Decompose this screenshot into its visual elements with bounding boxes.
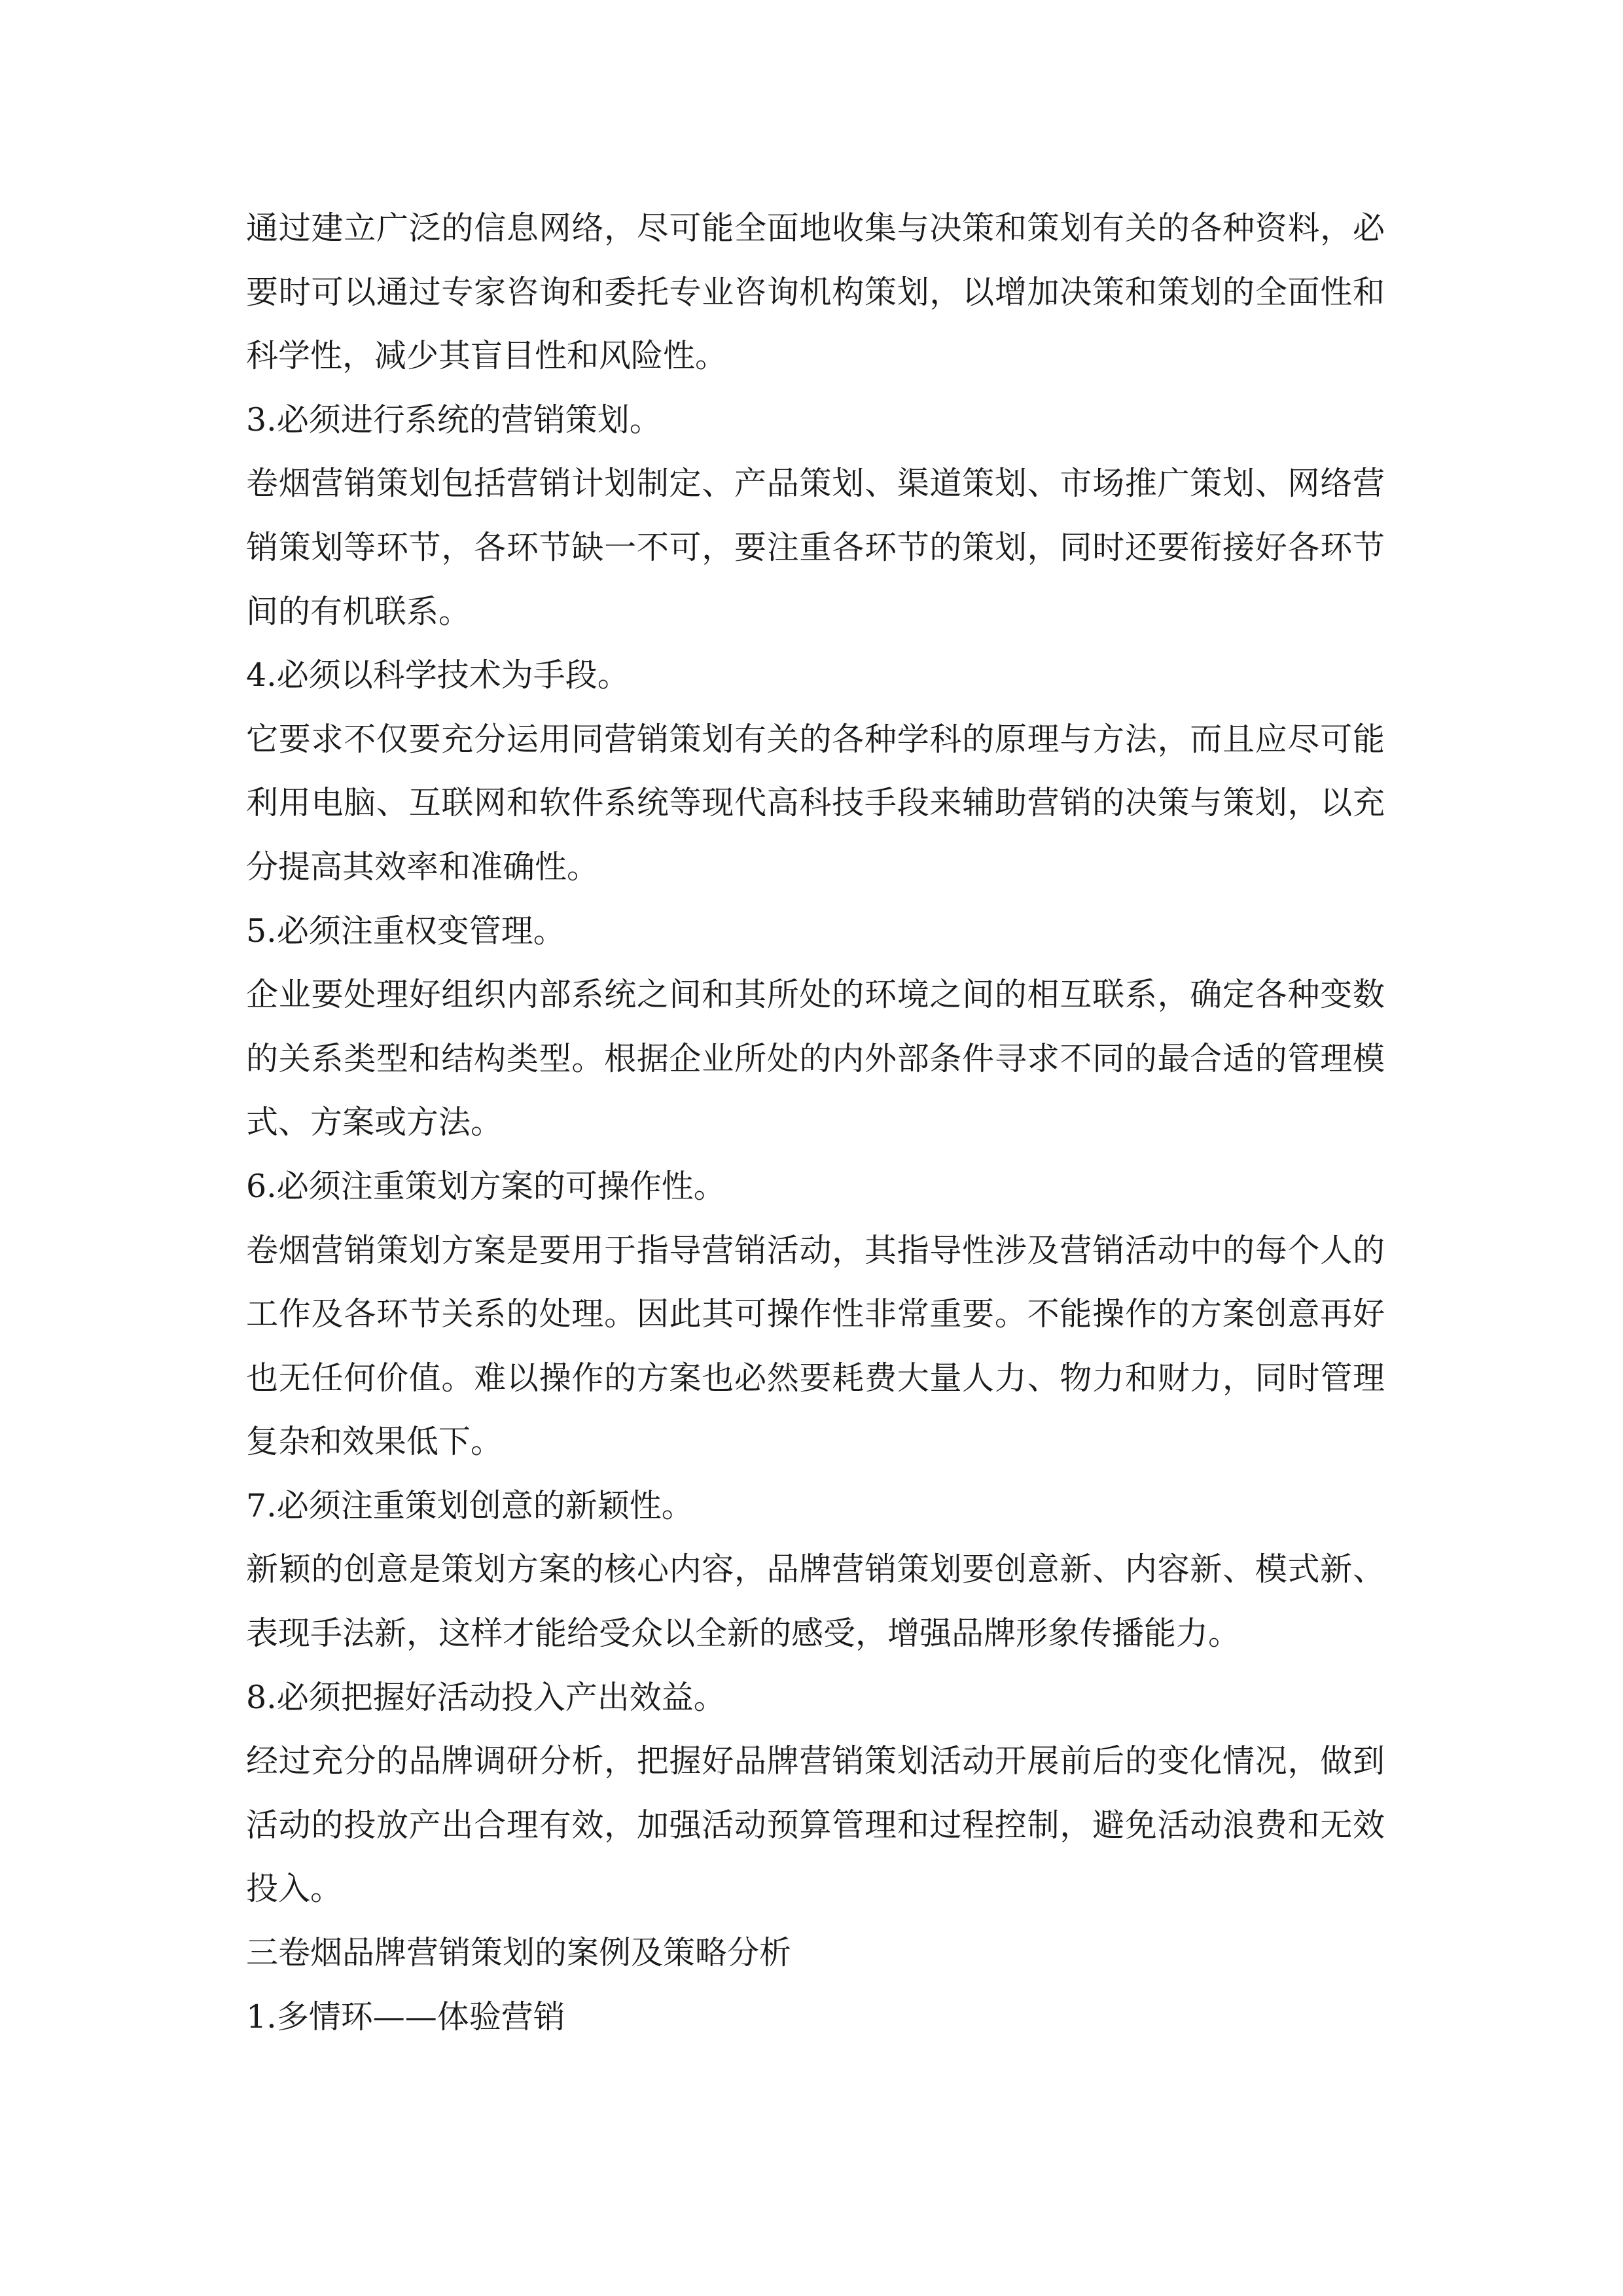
- section-heading: 4.必须以科学技术为手段。: [246, 656, 630, 694]
- paragraph-line: 活动的投放产出合理有效，加强活动预算管理和过程控制，避免活动浪费和无效: [246, 1806, 1385, 1844]
- section-heading: 6.必须注重策划方案的可操作性。: [246, 1167, 726, 1205]
- paragraph-line: 销策划等环节，各环节缺一不可，要注重各环节的策划，同时还要衔接好各环节: [246, 528, 1385, 566]
- paragraph-line: 新颖的创意是策划方案的核心内容，品牌营销策划要创意新、内容新、模式新、: [246, 1551, 1385, 1588]
- paragraph-line: 它要求不仅要充分运用同营销策划有关的各种学科的原理与方法，而且应尽可能: [246, 720, 1385, 758]
- paragraph-line: 的关系类型和结构类型。根据企业所处的内外部条件寻求不同的最合适的管理模: [246, 1039, 1385, 1077]
- paragraph-line: 要时可以通过专家咨询和委托专业咨询机构策划，以增加决策和策划的全面性和: [246, 273, 1385, 311]
- paragraph-line: 卷烟营销策划方案是要用于指导营销活动，其指导性涉及营销活动中的每个人的: [246, 1231, 1385, 1269]
- paragraph-line: 投入。: [246, 1870, 343, 1908]
- paragraph-line: 利用电脑、互联网和软件系统等现代高科技手段来辅助营销的决策与策划，以充: [246, 784, 1385, 822]
- paragraph-line: 企业要处理好组织内部系统之间和其所处的环境之间的相互联系，确定各种变数: [246, 976, 1385, 1014]
- paragraph-line: 表现手法新，这样才能给受众以全新的感受，增强品牌形象传播能力。: [246, 1615, 1241, 1653]
- paragraph-line: 间的有机联系。: [246, 592, 471, 630]
- section-heading: 1.多情环——体验营销: [246, 1998, 565, 2036]
- document-body: [246, 196, 1385, 2049]
- section-heading: 8.必须把握好活动投入产出效益。: [246, 1678, 726, 1716]
- paragraph-line: 分提高其效率和准确性。: [246, 848, 599, 886]
- paragraph-line: 通过建立广泛的信息网络，尽可能全面地收集与决策和策划有关的各种资料，必: [246, 209, 1385, 247]
- paragraph-line: 工作及各环节关系的处理。因此其可操作性非常重要。不能操作的方案创意再好: [246, 1295, 1385, 1333]
- paragraph-line: 式、方案或方法。: [246, 1103, 503, 1141]
- section-heading: 3.必须进行系统的营销策划。: [246, 401, 662, 439]
- paragraph-line: 卷烟营销策划包括营销计划制定、产品策划、渠道策划、市场推广策划、网络营: [246, 465, 1385, 503]
- paragraph-line: 复杂和效果低下。: [246, 1423, 503, 1461]
- paragraph-line: 经过充分的品牌调研分析，把握好品牌营销策划活动开展前后的变化情况，做到: [246, 1742, 1385, 1780]
- paragraph-line: 也无任何价值。难以操作的方案也必然要耗费大量人力、物力和财力，同时管理: [246, 1359, 1385, 1397]
- section-heading: 5.必须注重权变管理。: [246, 912, 565, 950]
- paragraph-line: 科学性，减少其盲目性和风险性。: [246, 337, 728, 375]
- section-heading: 7.必须注重策划创意的新颖性。: [246, 1486, 694, 1524]
- chapter-heading: 三卷烟品牌营销策划的案例及策略分析: [246, 1934, 792, 1972]
